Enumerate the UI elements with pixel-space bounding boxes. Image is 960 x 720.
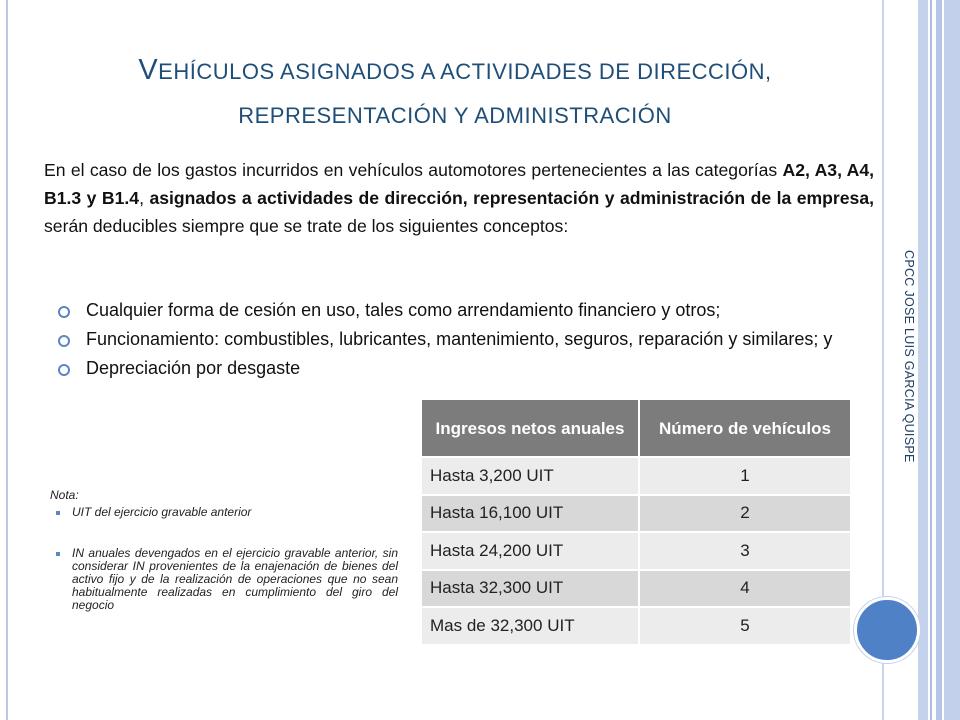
list-item-text: Depreciación por desgaste — [86, 358, 301, 378]
bullet-ring-icon — [58, 335, 70, 347]
income-cell: Hasta 32,300 UIT — [422, 570, 639, 608]
vehicles-cell: 5 — [639, 607, 850, 644]
list-item — [56, 354, 876, 383]
intro-categories: A2, A3, A4, B1.3 y B1.4 — [44, 160, 874, 208]
income-cell: Hasta 3,200 UIT — [422, 457, 639, 495]
note-block — [50, 488, 398, 612]
vehicles-cell: 4 — [639, 570, 850, 608]
table-row — [422, 532, 850, 570]
note-list — [50, 506, 398, 612]
list-item — [56, 325, 876, 354]
slide-title — [30, 48, 880, 138]
square-bullet-icon — [56, 552, 60, 556]
title-line2: REPRESENTACIÓN Y ADMINISTRACIÓN — [238, 103, 672, 128]
note-item — [50, 547, 398, 612]
author-side-label — [900, 250, 920, 490]
intro-text-2: , — [139, 188, 150, 208]
bullet-ring-icon — [58, 364, 70, 376]
income-cell: Mas de 32,300 UIT — [422, 607, 639, 644]
intro-paragraph — [44, 156, 874, 240]
income-cell: Hasta 24,200 UIT — [422, 532, 639, 570]
note-item-text: UIT del ejercicio gravable anterior — [72, 505, 252, 519]
table-row — [422, 495, 850, 533]
list-item — [56, 296, 876, 325]
table-row — [422, 607, 850, 644]
table-header-row — [422, 400, 850, 457]
decorative-circle — [854, 597, 920, 663]
author-name: CPCC JOSE LUIS GARCIA QUISPE — [902, 250, 916, 463]
header-vehicles: Número de vehículos — [639, 400, 850, 457]
square-bullet-icon — [56, 511, 60, 515]
concept-list — [56, 296, 876, 383]
left-frame-line — [6, 0, 8, 720]
intro-text-3: serán deducibles siempre que se trate de los siguientes conceptos: — [44, 216, 569, 236]
list-item-text: Cualquier forma de cesión en uso, tales como arrendamiento financiero y otros; — [86, 300, 721, 320]
note-item-text: IN anuales devengados en el ejercicio gravable anterior, sin considerar IN provenientes de la enajenación de bienes del activo fijo y de la realización de operaciones que no sean habitualmente realizadas en cumplimiento del giro del negocio — [72, 546, 398, 612]
note-heading: Nota: — [50, 488, 79, 502]
title-initial: V — [138, 54, 159, 86]
vehicles-cell: 2 — [639, 495, 850, 533]
vehicles-cell: 3 — [639, 532, 850, 570]
intro-text-1: En el caso de los gastos incurridos en vehículos automotores pertenecientes a las categorías — [44, 160, 783, 180]
title-line1: EHÍCULOS ASIGNADOS A ACTIVIDADES DE DIRECCIÓN, — [158, 59, 772, 84]
bullet-ring-icon — [58, 306, 70, 318]
table-row — [422, 457, 850, 495]
note-item — [50, 506, 398, 519]
income-cell: Hasta 16,100 UIT — [422, 495, 639, 533]
intro-activities: asignados a actividades de dirección, representación y administración de la empresa, — [149, 188, 874, 208]
table-row — [422, 570, 850, 608]
vehicle-allowance-table — [422, 400, 850, 644]
header-income: Ingresos netos anuales — [422, 400, 639, 457]
list-item-text: Funcionamiento: combustibles, lubricantes, mantenimiento, seguros, reparación y similares; y — [86, 329, 833, 349]
vehicles-cell: 1 — [639, 457, 850, 495]
